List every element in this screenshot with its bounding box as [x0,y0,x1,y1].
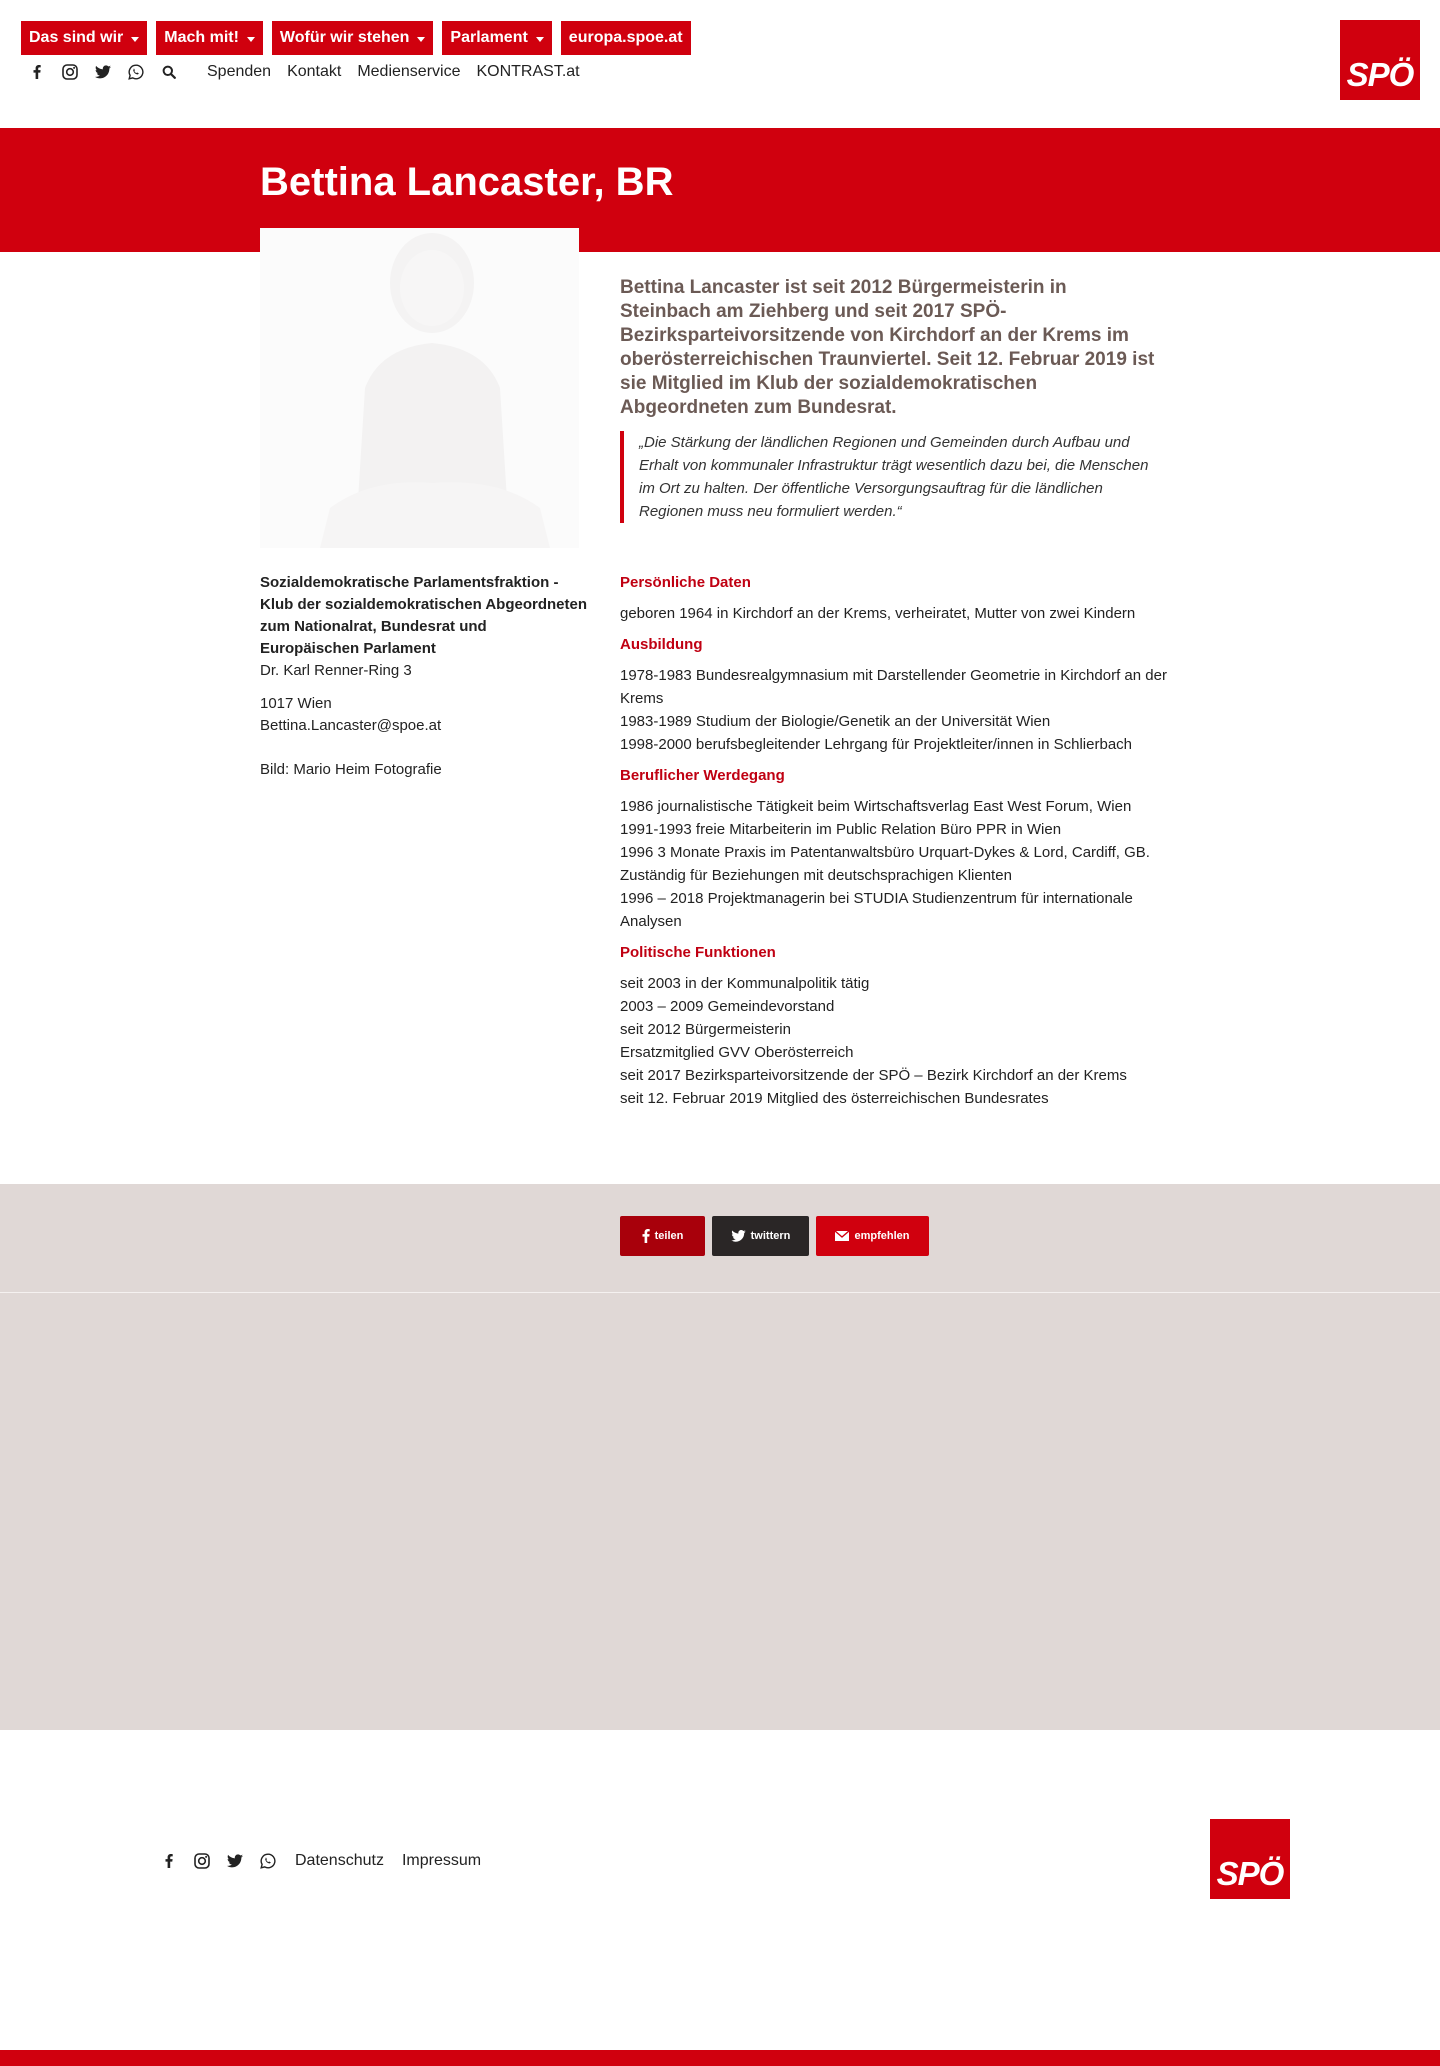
nav-label: Mach mit! [164,29,239,46]
link-datenschutz[interactable]: Datenschutz [295,1852,384,1869]
facebook-icon [642,1229,650,1243]
section-line: 1996 – 2018 Projektmanagerin bei STUDIA Studienzentrum für internationale Analysen [620,890,1133,930]
instagram-icon[interactable] [193,1852,211,1870]
email-link[interactable]: Bettina.Lancaster@spoe.at [260,717,442,734]
street-address: Dr. Karl Renner-Ring 3 [260,662,412,679]
caret-down-icon [417,37,425,42]
section-line: geboren 1964 in Kirchdorf an der Krems, verheiratet, Mutter von zwei Kindern [620,605,1136,622]
nav-label: Das sind wir [29,29,124,46]
link-kontrast[interactable]: KONTRAST.at [476,63,580,80]
page-hero [0,128,1440,252]
footer-nav [160,1851,499,1871]
section-line: 1983-1989 Studium der Biologie/Genetik an der Universität Wien [620,713,1051,730]
photo-credit: Bild: Mario Heim Fotografie [260,761,442,778]
nav-wofuer-wir-stehen[interactable] [272,21,434,55]
section-career [620,764,1180,933]
city-address: 1017 Wien [260,695,332,712]
nav-das-sind-wir[interactable] [21,21,147,55]
share-buttons [620,1216,929,1256]
twitter-icon [731,1230,746,1242]
link-medienservice[interactable]: Medienservice [357,63,461,80]
link-kontakt[interactable]: Kontakt [287,63,342,80]
search-icon[interactable] [160,63,178,81]
section-heading: Persönliche Daten [620,574,751,591]
caret-down-icon [247,37,255,42]
twitter-icon[interactable] [226,1852,244,1870]
section-line: 1986 journalistische Tätigkeit beim Wirtschaftsverlag East West Forum, Wien [620,798,1132,815]
envelope-icon [835,1231,849,1241]
spoe-logo[interactable] [1340,20,1420,100]
bio-content [620,276,1180,1110]
footer-bar [0,2050,1440,2066]
section-line: seit 2017 Bezirksparteivorsitzende der SPÖ – Bezirk Kirchdorf an der Krems [620,1067,1127,1084]
whatsapp-icon[interactable] [259,1852,277,1870]
section-line: 1996 3 Monate Praxis im Patentanwaltsbüro Urquart-Dykes & Lord, Cardiff, GB. Zuständig für Beziehungen mit deutschsprachigen Klienten [620,844,1150,884]
org-name: Sozialdemokratische Parlamentsfraktion - Klub der sozialdemokratischen Abgeordneten zum Nationalrat, Bundesrat und Europäischen Parlament [260,574,588,657]
share-email-button[interactable] [816,1216,929,1256]
page-title: Bettina Lancaster, BR [260,160,674,204]
contact-block [260,572,590,781]
nav-mach-mit[interactable] [156,21,263,55]
site-header [0,0,1440,128]
caret-down-icon [536,37,544,42]
section-line: seit 2012 Bürgermeisterin [620,1021,791,1038]
spoe-logo-footer[interactable] [1210,1819,1290,1899]
caret-down-icon [131,37,139,42]
section-heading: Ausbildung [620,636,703,653]
section-line: Ersatzmitglied GVV Oberösterreich [620,1044,854,1061]
whatsapp-icon[interactable] [127,63,145,81]
section-line: seit 2003 in der Kommunalpolitik tätig [620,975,870,992]
section-education [620,633,1180,756]
facebook-icon[interactable] [28,63,46,81]
section-heading: Politische Funktionen [620,944,776,961]
section-line: 1978-1983 Bundesrealgymnasium mit Darstellender Geometrie in Kirchdorf an der Krems [620,667,1167,707]
nav-label: europa.spoe.at [568,29,683,46]
sub-nav [28,61,596,83]
share-label: twittern [750,1230,791,1242]
portrait-photo [260,228,579,548]
section-line: 1991-1993 freie Mitarbeiterin im Public Relation Büro PPR in Wien [620,821,1062,838]
nav-parlament[interactable] [442,21,551,55]
bio-lead: Bettina Lancaster ist seit 2012 Bürgermeisterin in Steinbach am Ziehberg und seit 2017 SPÖ-Bezirksparteivorsitzende von Kirchdorf an der Krems im oberösterreichischen Traunviertel. Seit 12. Februar 2019 ist sie Mitglied im Klub der sozialdemokratischen Abgeordneten zum Bundesrat. [620,277,1155,418]
section-line: seit 12. Februar 2019 Mitglied des österreichischen Bundesrates [620,1090,1049,1107]
share-label: teilen [654,1230,684,1242]
section-heading: Beruflicher Werdegang [620,767,785,784]
logo-text: SPÖ [1216,1855,1284,1892]
twitter-icon[interactable] [94,63,112,81]
share-label: empfehlen [854,1230,910,1242]
link-impressum[interactable]: Impressum [401,1852,482,1869]
nav-europa[interactable] [561,21,691,55]
section-line: 1998-2000 berufsbegleitender Lehrgang für Projektleiter/innen in Schlierbach [620,736,1133,753]
section-line: 2003 – 2009 Gemeindevorstand [620,998,835,1015]
nav-label: Parlament [450,29,528,46]
facebook-icon[interactable] [160,1852,178,1870]
section-personal [620,571,1180,625]
logo-text: SPÖ [1346,56,1414,93]
bio-quote: „Die Stärkung der ländlichen Regionen und Gemeinden durch Aufbau und Erhalt von kommunaler Infrastruktur trägt wesentlich dazu bei, die Menschen im Ort zu halten. Der öffentliche Versorgungsauftrag für die ländlichen Regionen muss neu formuliert werden.“ [620,431,1150,523]
instagram-icon[interactable] [61,63,79,81]
main-nav [21,21,691,55]
gray-section [0,1293,1440,1730]
nav-label: Wofür wir stehen [279,29,410,46]
share-facebook-button[interactable] [620,1216,705,1256]
section-political [620,941,1180,1110]
share-band [0,1184,1440,1292]
share-twitter-button[interactable] [712,1216,809,1256]
link-spenden[interactable]: Spenden [207,63,272,80]
